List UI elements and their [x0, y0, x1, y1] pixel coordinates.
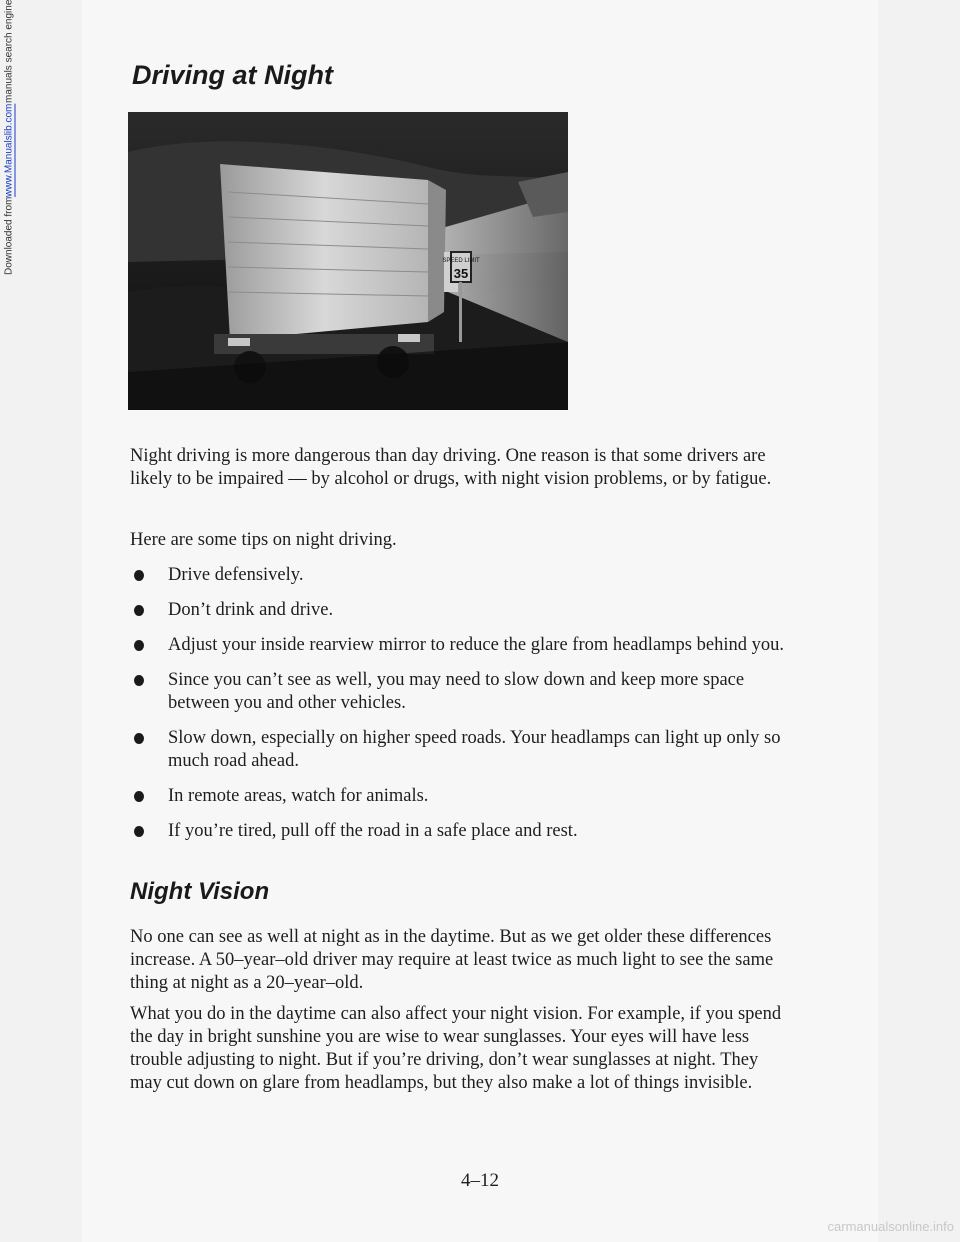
page-number: 4–12 — [461, 1170, 499, 1191]
watermark-prefix: Downloaded from — [3, 196, 15, 276]
night-truck-photo — [128, 112, 568, 410]
night-vision-paragraph-2: What you do in the daytime can also affect your night vision. For example, if you spend the day in bright sunshine you are wise to wear sunglasses. Your eyes will have less trouble adjusting to night. But if you’re driving, don’t wear sunglasses at night. They may cut down on glare from headlamps, but they also make a lot of things invisible. — [130, 1004, 782, 1093]
page-title: Driving at Night — [132, 60, 333, 90]
section-heading-night-vision: Night Vision — [130, 878, 270, 905]
intro-paragraph: Night driving is more dangerous than day driving. One reason is that some drivers are likely to be impaired — by alcohol or drugs, with night vision problems, or by fatigue. — [130, 446, 772, 489]
manualslib-link[interactable]: www.Manualslib.com — [3, 103, 15, 197]
night-vision-paragraph-1: No one can see as well at night as in the daytime. But as we get older these differences increase. A 50–year–old driver may require at least twice as much light to see the same thing at night as a 20–year–old. — [130, 927, 774, 993]
site-watermark: carmanualsonline.info — [827, 1219, 954, 1234]
list-item: If you’re tired, pull off the road in a safe place and rest. — [130, 820, 790, 843]
source-watermark — [0, 0, 18, 1242]
watermark-suffix: manuals search engine — [3, 0, 15, 104]
list-item: Slow down, especially on higher speed roads. Your headlamps can light up only so much road ahead. — [130, 727, 790, 773]
list-item: In remote areas, watch for animals. — [130, 785, 790, 808]
list-item: Drive defensively. — [130, 564, 790, 587]
list-item: Adjust your inside rearview mirror to reduce the glare from headlamps behind you. — [130, 634, 790, 657]
speed-sign-number: 35 — [453, 266, 469, 281]
list-item: Since you can’t see as well, you may need to slow down and keep more space between you and other vehicles. — [130, 669, 790, 715]
truck-illustration — [128, 112, 568, 410]
tips-lead: Here are some tips on night driving. — [130, 530, 397, 550]
list-item: Don’t drink and drive. — [130, 599, 790, 622]
night-driving-tips — [130, 564, 790, 855]
speed-sign-caption: SPEED LIMIT — [442, 258, 480, 264]
